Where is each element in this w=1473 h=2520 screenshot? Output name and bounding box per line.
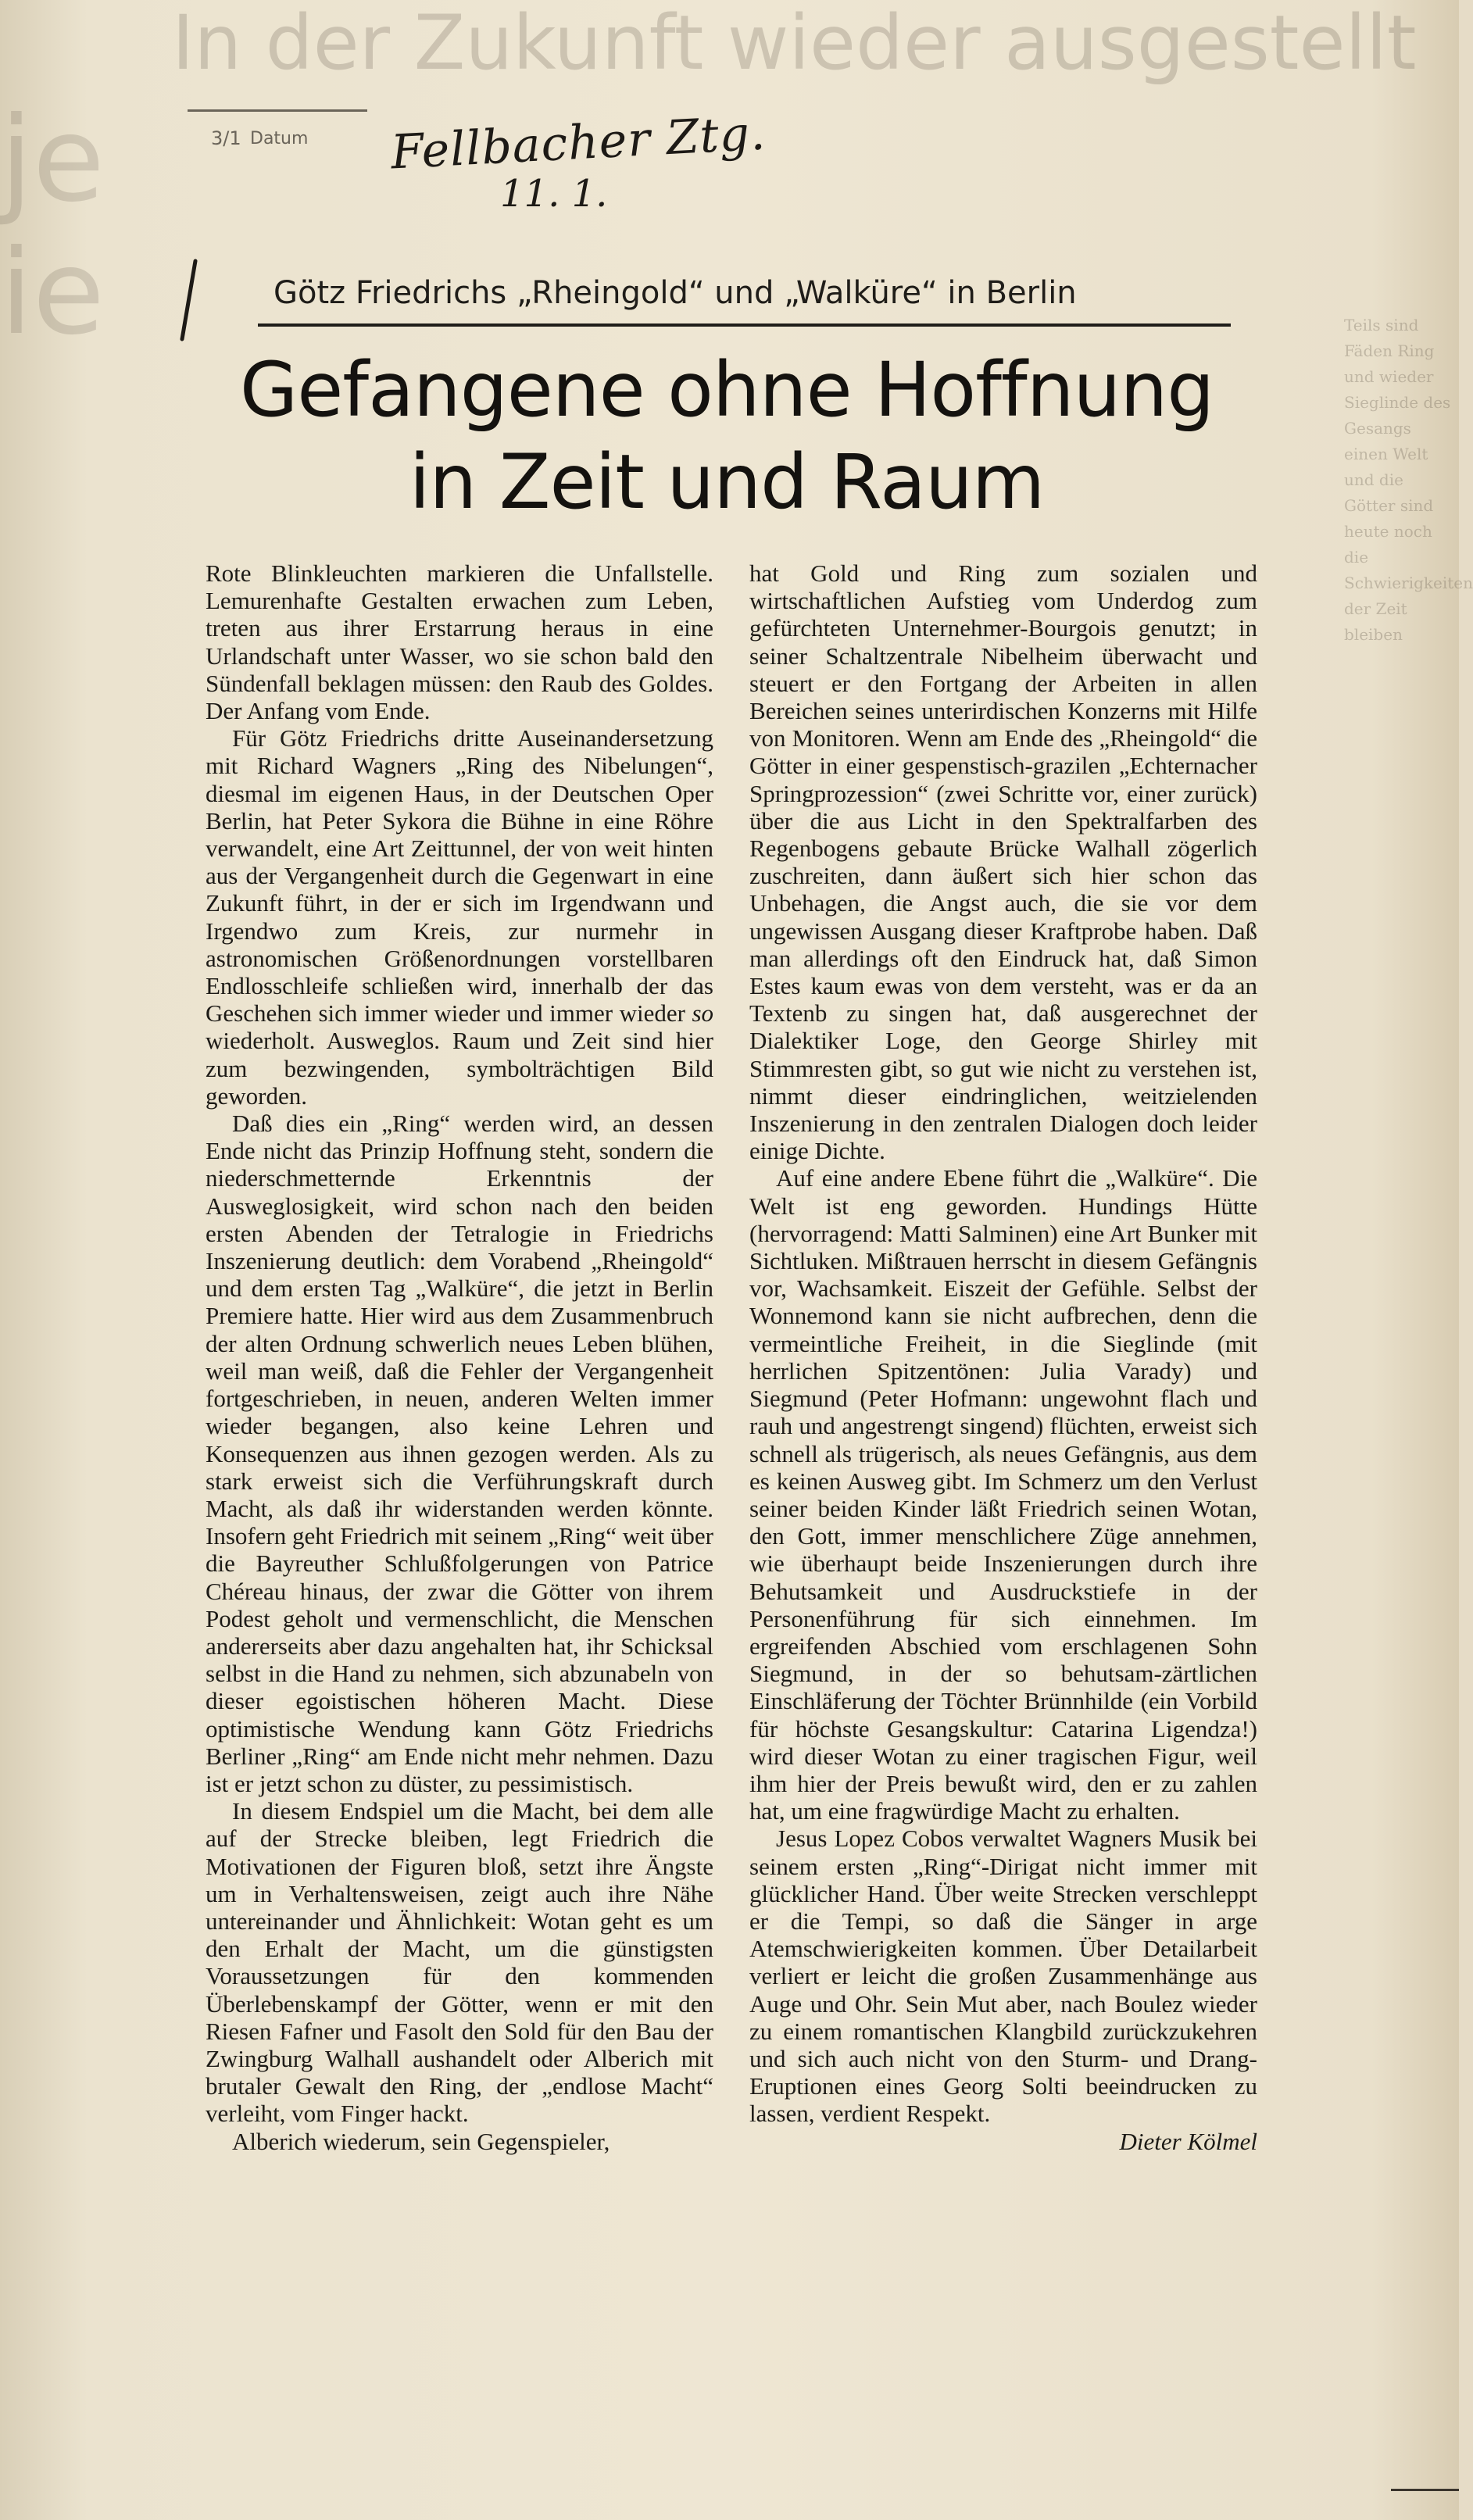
headline-line-2: in Zeit und Raum — [409, 438, 1045, 526]
edge-rule — [1391, 2489, 1459, 2491]
paragraph: hat Gold und Ring zum sozialen und wirtschaftlichen Aufstieg vom Underdog zum gefürchteten Unternehmer-Bourgois genutzt; in seiner Schaltzentrale Nibelheim überwacht und steuert er den Fortgang der Arbeiten in allen Bereichen seines unterirdischen Konzerns mit Hilfe von Monitoren. Wenn am Ende des „Rheingold“ die Götter in einer gespenstisch-grazilen „Echternacher Springprozession“ (zwei Schritte vor, einer zurück) über die aus Licht in den Spektralfarben des Regenbogens gebaute Brücke Walhall zögerlich zuschreiten, dann äußert sich hier schon das Unbehagen, die Angst auch, die sie vor dem ungewissen Ausgang dieser Kraftprobe haben. Daß man allerdings oft den Eindruck hat, daß Simon Estes kaum ewas von dem versteht, was er da an Textenb zu singen hat, daß ausgerechnet der Dialektiker Loge, den George Shirley mit Stimmresten gibt, so gut wie nicht zu verstehen ist, nimmt dieser eindringlichen, weitzielenden Inszenierung in den zentralen Dialogen doch leider einige Dichte. — [749, 559, 1257, 1165]
paragraph: In diesem Endspiel um die Macht, bei dem alle auf der Strecke bleiben, legt Friedrich die Motivationen der Figuren bloß, setzt ihre Ängste um in Verhaltensweisen, zeigt auch ihre Nähe untereinander und Ähnlichkeit: Wotan geht es um den Erhalt der Macht, um die günstigsten Voraussetzungen für den kommenden Überlebenskampf der Götter, wenn er mit den Riesen Fafner und Fasolt den Sold für den Bau der Zwingburg Walhall aushandelt oder Alberich mit brutaler Gewalt den Ring, der „endlose Macht“ verleiht, vom Finger hackt. — [206, 1797, 713, 2128]
author-byline: Dieter Kölmel — [1119, 2127, 1257, 2155]
article-column-right — [749, 559, 1257, 2155]
paragraph: Für Götz Friedrichs dritte Auseinandersetzung mit Richard Wagners „Ring des Nibelungen“, diesmal im eigenen Haus, in der Deutschen Oper Berlin, hat Peter Sykora die Bühne in eine Röhre verwandelt, eine Art Zeittunnel, der von weit hinten aus der Vergangenheit durch die Gegenwart in eine Zukunft führt, in der er sich im Irgendwann und Irgendwo zum Kreis, zur nurmehr in astronomischen Größenordnungen vorstellbaren Endlosschleife schließen wird, innerhalb der das Geschehen sich immer wieder und immer wieder so wiederholt. Ausweglos. Raum und Zeit sind hier zum bezwingenden, symbolträchtigen Bild geworden. — [206, 724, 714, 1110]
bleed-through-text-left: je ie — [0, 92, 105, 361]
paragraph: Rote Blinkleuchten markieren die Unfallstelle. Lemurenhafte Gestalten erwachen zum Leben, treten aus ihrer Erstarrung heraus in eine Urlandschaft unter Wasser, wo sie schon bald den Sündenfall beklagen müssen: den Raub des Goldes. Der Anfang vom Ende. — [206, 559, 713, 725]
handwritten-date-note: 11. 1. — [500, 172, 608, 216]
handwritten-source-note: Fellbacher Ztg. — [389, 105, 767, 181]
archive-stamp — [188, 109, 367, 159]
article-kicker: Götz Friedrichs „Rheingold“ und „Walküre“ in Berlin — [274, 275, 1077, 311]
stamp-label: Datum — [250, 129, 309, 148]
pen-stroke-mark — [180, 258, 197, 344]
headline-line-1: Gefangene ohne Hoffnung — [239, 346, 1214, 434]
bleed-through-text-right: Teils sind Fäden Ring und wieder Sieglinde des Gesangs einen Welt und die Götter sind heute noch die Schwierigkeiten der Zeit bleiben — [1344, 316, 1473, 644]
paragraph: Jesus Lopez Cobos verwaltet Wagners Musik bei seinem ersten „Ring“-Dirigat nicht immer mit glücklicher Hand. Über weite Strecken verschleppt er die Tempi, so daß die Sänger in arge Atemschwierigkeiten kommen. Über Detailarbeit verliert er leicht die großen Zusammenhänge aus Auge und Ohr. Sein Mut aber, nach Boulez wieder zu einem romantischen Klangbild zurückzukehren und sich auch nicht von den Sturm- und Drang-Eruptionen eines Georg Solti beeindrucken zu lassen, verdient Respekt. — [749, 1825, 1257, 2128]
paragraph: Daß dies ein „Ring“ werden wird, an dessen Ende nicht das Prinzip Hoffnung steht, sondern die niederschmetternde Erkenntnis der Ausweglosigkeit, wird schon nach den beiden ersten Abenden der Tetralogie in Friedrichs Inszenierung deutlich: dem Vorabend „Rheingold“ und dem ersten Tag „Walküre“, die jetzt in Berlin Premiere hatte. Hier wird aus dem Zusammenbruch der alten Ordnung schwerlich neues Leben blühen, weil man weiß, daß die Fehler der Vergangenheit fortgeschrieben, in neuen, anderen Welten immer wieder begangen, also keine Lehren und Konsequenzen aus ihnen gezogen werden. Als zu stark erweist sich die Verführungskraft durch Macht, als daß ihr widerstanden werden könnte. Insofern geht Friedrich mit seinem „Ring“ weit über die Bayreuther Schlußfolgerungen von Patrice Chéreau hinaus, der zwar die Götter von ihrem Podest geholt und vermenschlicht, die Menschen andererseits aber dazu angehalten hat, ihr Schicksal selbst in die Hand zu nehmen, sich abzunabeln von dieser egoistischen höheren Macht. Diese optimistische Wendung kann Götz Friedrichs Berliner „Ring“ am Ende nicht mehr nehmen. Dazu ist er jetzt schon zu düster, zu pessimistisch. — [206, 1110, 713, 1797]
kicker-divider — [258, 323, 1231, 327]
article-headline — [180, 344, 1274, 528]
paragraph: Alberich wiederum, sein Gegenspieler, — [232, 2127, 610, 2155]
article-column-left — [206, 559, 713, 2155]
paragraph: Auf eine andere Ebene führt die „Walküre“. Die Welt ist eng geworden. Hundings Hütte (hervorragend: Matti Salminen) eine Art Bunker mit Sichtluken. Mißtrauen herrscht in diesem Gefängnis vor, Wachsamkeit. Eiszeit der Gefühle. Selbst der Wonnemond kann sie nicht aufbrechen, denn die vermeintliche Freiheit, in die Sieglinde (mit herrlichen Spitzentönen: Julia Varady) und Siegmund (Peter Hofmann: ungewohnt flach und rauh und angestrengt singend) flüchten, erweist sich schnell als trügerisch, als neues Gefängnis, aus dem es keinen Ausweg gibt. Im Schmerz um den Verlust seiner beiden Kinder läßt Friedrich seinen Wotan, den Gott, immer menschlichere Züge annehmen, wie überhaupt beide Inszenierungen durch ihre Behutsamkeit und Ausdruckstiefe in der Personenführung für sich einnehmen. Im ergreifenden Abschied vom erschlagenen Sohn Siegmund, in der so behutsam-zärtlichen Einschläferung der Töchter Brünnhilde (ein Vorbild für höchste Gesangskultur: Catarina Ligendza!) wird dieser Wotan zu einer tragischen Figur, weil ihm hier der Preis bewußt wird, den er zu zahlen hat, um eine fragwürdige Macht zu erhalten. — [749, 1164, 1257, 1825]
stamp-number: 3/1 — [211, 127, 241, 149]
bleed-through-text-top: In der Zukunft wieder ausgestellt — [172, 0, 1417, 87]
